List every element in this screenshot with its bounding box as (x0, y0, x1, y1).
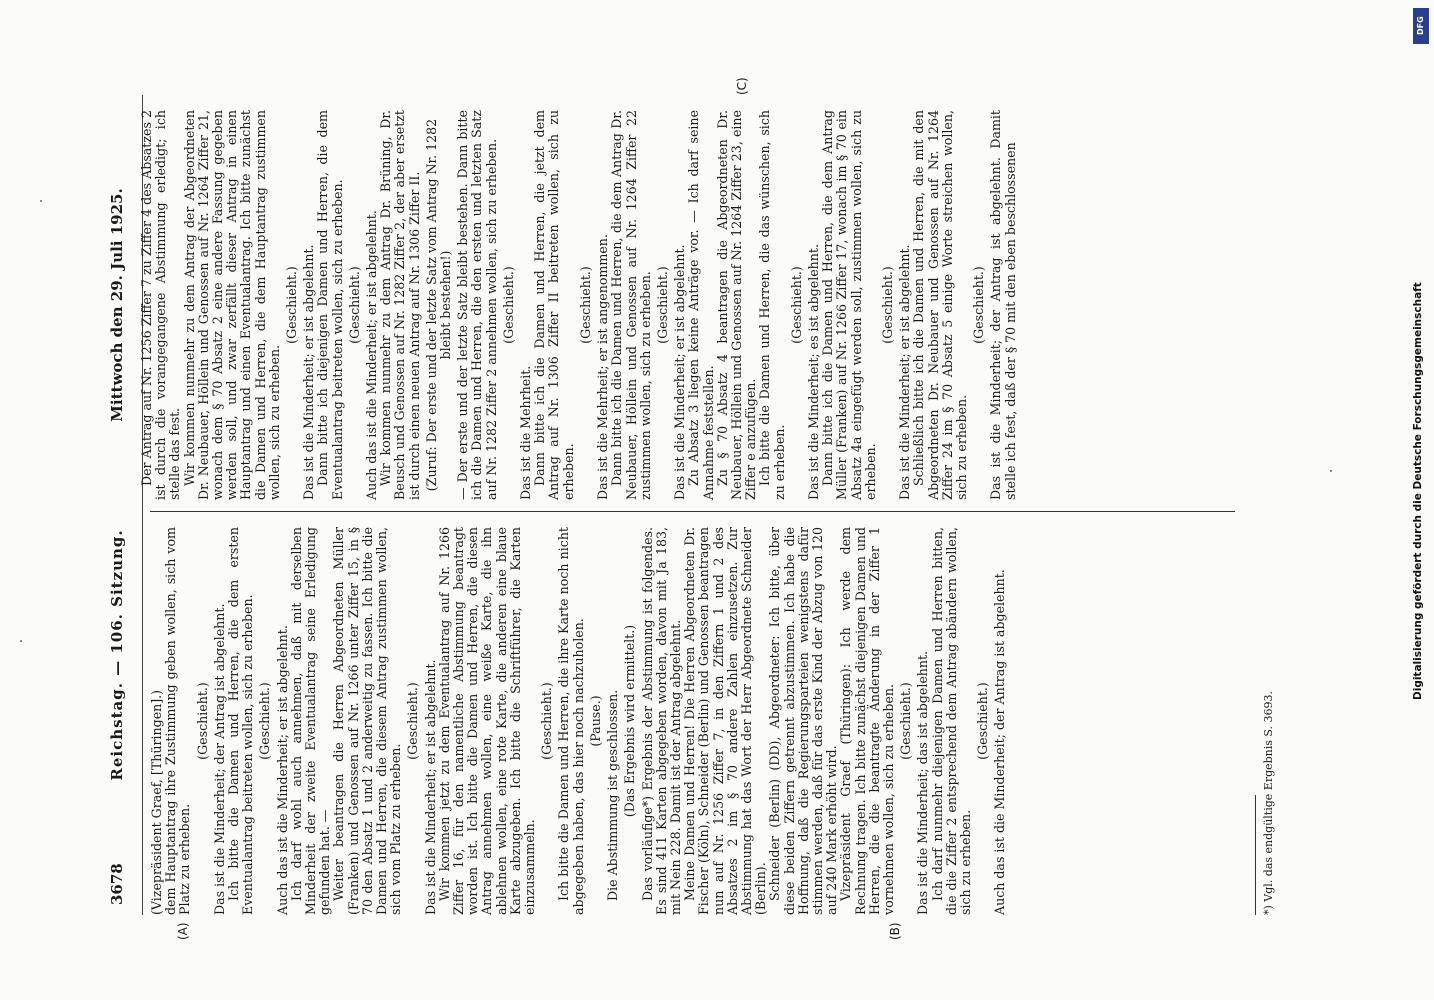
paragraph: Das ist die Minderheit; es ist abgelehnt. (805, 244, 821, 500)
paragraph: Ich darf wohl auch annehmen, daß mit derselben Minderheit der zweite Eventualantrag seine Erledigung gefunden hat. — (288, 527, 333, 915)
margin-label-c: (C) (735, 77, 749, 95)
stage-direction: (Das Ergebnis wird ermittelt.) (622, 624, 638, 818)
footnote: *) Vgl. das endgültige Ergebnis S. 3693. (1262, 690, 1275, 915)
margin-label-a: (A) (176, 922, 190, 940)
paragraph: Zu § 70 Absatz 4 beantragen die Abgeordneten Dr. Neubauer, Höllein und Genossen auf Nr. 1264 Ziffer 23, eine Ziffer e anzufügen. (714, 110, 759, 500)
stage-direction: (Geschieht.) (971, 266, 987, 344)
stage-direction: (Geschieht.) (879, 266, 895, 344)
paragraph: Ich bitte die Damen und Herren, die dem ersten Eventualantrag beitreten wollen, sich zu erheben. (226, 527, 256, 915)
paragraph: Ich bitte die Damen und Herren, die ihre Karte noch nicht abgegeben haben, das hier noch nachzuholen. (556, 527, 586, 915)
paragraph: Das ist die Minderheit; das ist abgelehnt. (915, 650, 931, 915)
paragraph: dem Hauptantrag ihre Zustimmung geben wollen, sich vom Platz zu erheben. (163, 527, 193, 915)
stage-direction: (Geschieht.) (346, 266, 362, 344)
paragraph: Das ist die Minderheit; der Antrag ist abgelehnt. (211, 603, 227, 915)
paragraph: Das ist die Minderheit; der Antrag ist abgelehnt. Damit stelle ich fest, daß der § 70 mit den eben beschlossenen (988, 110, 1018, 500)
header-title: Reichstag. — 106. Sitzung. (108, 529, 126, 781)
speaker-paragraph: Vizepräsident Graef (Thüringen): Ich werde dem Rechnung tragen. Ich bitte zunächst diejenigen Damen und Herren, die die beantragte Änderung in der Ziffer 1 vornehmen wollen, sich zu erheben. (838, 527, 896, 915)
paragraph: Auch das ist die Minderheit; er ist abgelehnt. (274, 625, 290, 915)
paragraph: Das ist die Minderheit; er ist abgelehnt. (897, 244, 913, 500)
scan-speck (40, 200, 42, 202)
paragraph: Das ist die Minderheit; er ist abgelehnt. (422, 659, 438, 915)
paragraph: Schließlich bitte ich die Damen und Herren, die mit den Abgeordneten Dr. Neubauer und Genossen auf Nr. 1264 Ziffer 24 im § 70 Absatz 5 einige Worte streichen wollen, sich zu erheben. (911, 110, 969, 500)
stage-direction: (Geschieht.) (577, 266, 593, 344)
paragraph: Das ist die Mehrheit; er ist angenommen. (595, 234, 611, 500)
page-number: 3678 (108, 863, 126, 905)
footnote-rule (1255, 795, 1256, 915)
column-divider (150, 511, 1235, 512)
paragraph: Das ist die Minderheit; er ist abgelehnt. (301, 244, 317, 500)
left-column (150, 527, 1008, 915)
stage-direction: (Geschieht.) (654, 266, 670, 344)
paragraph: Weiter beantragen die Herren Abgeordneten Müller (Franken) und Genossen auf Nr. 1266 unter Ziffer 15, in § 70 den Absatz 1 und 2 anderweitig zu fassen. Ich bitte die Damen und Herren, die diesem Antrag zustimmen wollen, sich vom Platz zu erheben. (331, 527, 404, 915)
dfg-logo: DFG (1413, 8, 1429, 44)
scan-speck (1330, 470, 1332, 472)
stage-direction: (Geschieht.) (539, 682, 555, 760)
stage-direction: (Geschieht.) (975, 682, 991, 760)
right-column (140, 110, 1018, 500)
paragraph: Dann bitte ich die Damen und Herren, die dem Antrag Dr. Neubauer, Höllein und Genossen auf Nr. 1264 Ziffer 22 zustimmen wollen, sich zu erheben. (609, 110, 653, 500)
paragraph: Wir kommen nunmehr zu dem Antrag Dr. Brüning, Dr. Beusch und Genossen auf Nr. 1282 Ziffer 2, der aber ersetzt ist durch einen neuen Antrag auf Nr. 1306 Ziffer II. (378, 110, 422, 500)
paragraph: Meine Damen und Herren! Die Herren Abgeordneten Dr. Fischer (Köln), Schneider (Berlin) und Genossen beantragen nun auf Nr. 1256 Ziffer 7, in den Ziffern 1 und 2 des Absatzes 2 im § 70 andere Zahlen einzusetzen. Zur Abstimmung hat das Wort der Herr Abgeordnete Schneider (Berlin). (682, 527, 769, 915)
running-header (100, 105, 140, 905)
paragraph: Wir kommen jetzt zu dem Eventualantrag auf Nr. 1266 Ziffer 16, für den namentliche Abstimmung beantragt worden ist. Ich bitte die Damen und Herren, die diesen Antrag annehmen wollen, eine weiße Karte, die ihn ablehnen wollen, eine rote Karte, die anderen eine blaue Karte abzugeben. Ich bitte die Schriftführer, die Karten einzusammeln. (436, 527, 538, 915)
paragraph: Dann bitte ich die Damen und Herren, die jetzt dem Antrag auf Nr. 1306 Ziffer II beitreten wollen, sich zu erheben. (532, 110, 576, 500)
paragraph: Zu Absatz 3 liegen keine Anträge vor. — Ich darf seine Annahme feststellen. (686, 110, 716, 500)
paragraph: Das ist die Minderheit; er ist abgelehnt. (672, 244, 688, 500)
paragraph: Dann bitte ich die Damen und Herren, die dem Antrag Müller (Franken) auf Nr. 1266 Ziffer 17, wonach im § 70 ein Absatz 4a eingefügt werden soll, zustimmen wollen, sich zu erheben. (820, 110, 878, 500)
paragraph: Das ist die Mehrheit. (518, 365, 534, 500)
paragraph: Auch das ist die Minderheit; er ist abgelehnt. (364, 210, 380, 500)
paragraph: Ich bitte die Damen und Herren, die das wünschen, sich zu erheben. (757, 110, 787, 500)
stage-direction: (Geschieht.) (257, 682, 273, 760)
paragraph: (Vizepräsident Graef, [Thüringen].) (149, 689, 164, 915)
scan-speck (20, 640, 22, 642)
header-date: Mittwoch den 29. Juli 1925. (108, 188, 126, 422)
stage-direction: (Geschieht.) (405, 682, 421, 760)
paragraph: Dann bitte ich diejenigen Damen und Herren, die dem Eventualantrag beitreten wollen, sich zu erheben. (315, 110, 345, 500)
paragraph: Das vorläufige*) Ergebnis der Abstimmung ist folgendes. Es sind 411 Karten abgegeben worden, davon mit Ja 183, mit Nein 228. Damit ist der Antrag abgelehnt. (639, 527, 683, 915)
paragraph: — Der erste und der letzte Satz bleibt bestehen. Dann bitte ich die Damen und Herren, die den ersten und letzten Satz auf Nr. 1282 Ziffer 2 annehmen wollen, sich zu erheben. (455, 110, 499, 500)
dfg-stamp-text: Digitalisierung gefördert durch die Deutsche Forschungsgemeinschaft (1412, 282, 1424, 700)
stage-direction: (Zuruf: Der erste und der letzte Satz vom Antrag Nr. 1282 bleibt bestehen!) (423, 118, 454, 492)
margin-label-b: (B) (888, 922, 902, 940)
paragraph: Die Abstimmung ist geschlossen. (605, 689, 621, 901)
stage-direction: (Pause.) (587, 695, 603, 747)
paragraph: Ich darf nunmehr diejenigen Damen und Herren bitten, die die Ziffer 2 entsprechend dem Antrag abändern wollen, sich zu erheben. (929, 527, 973, 915)
speaker-paragraph: Schneider (Berlin) (DD), Abgeordneter: Ich bitte, über diese beiden Ziffern getrennt abzustimmen. Ich habe die Hoffnung, daß die Regierungsparteien wenigstens dafür stimmen werden, daß für das erste Kind der Abzug von 120 auf 240 Mark erhöht wird. (767, 527, 840, 915)
paragraph: Der Antrag auf Nr. 1256 Ziffer 7 zu Ziffer 4 des Absatzes 2 ist durch die vorangegangene Abstimmung erledigt; ich stelle das fest. (139, 110, 183, 500)
stage-direction: (Geschieht.) (898, 682, 914, 760)
paragraph: Auch das ist die Minderheit; der Antrag ist abgelehnt. (992, 569, 1008, 915)
stage-direction: (Geschieht.) (284, 266, 300, 344)
paragraph: Wir kommen nunmehr zu dem Antrag der Abgeordneten Dr. Neubauer, Höllein und Genossen auf Nr. 1264 Ziffer 21, wonach dem § 70 Absatz 2 eine andere Fassung gegeben werden soll, und zwar zerfällt dieser Antrag in einen Hauptantrag und einen Eventualantrag. Ich bitte zunächst die Damen und Herren, die dem Hauptantrag zustimmen wollen, sich zu erheben. (181, 110, 282, 500)
dfg-stamp (1408, 0, 1434, 1000)
stage-direction: (Geschieht.) (500, 266, 516, 344)
stage-direction: (Geschieht.) (194, 682, 210, 760)
stage-direction: (Geschieht.) (788, 266, 804, 344)
